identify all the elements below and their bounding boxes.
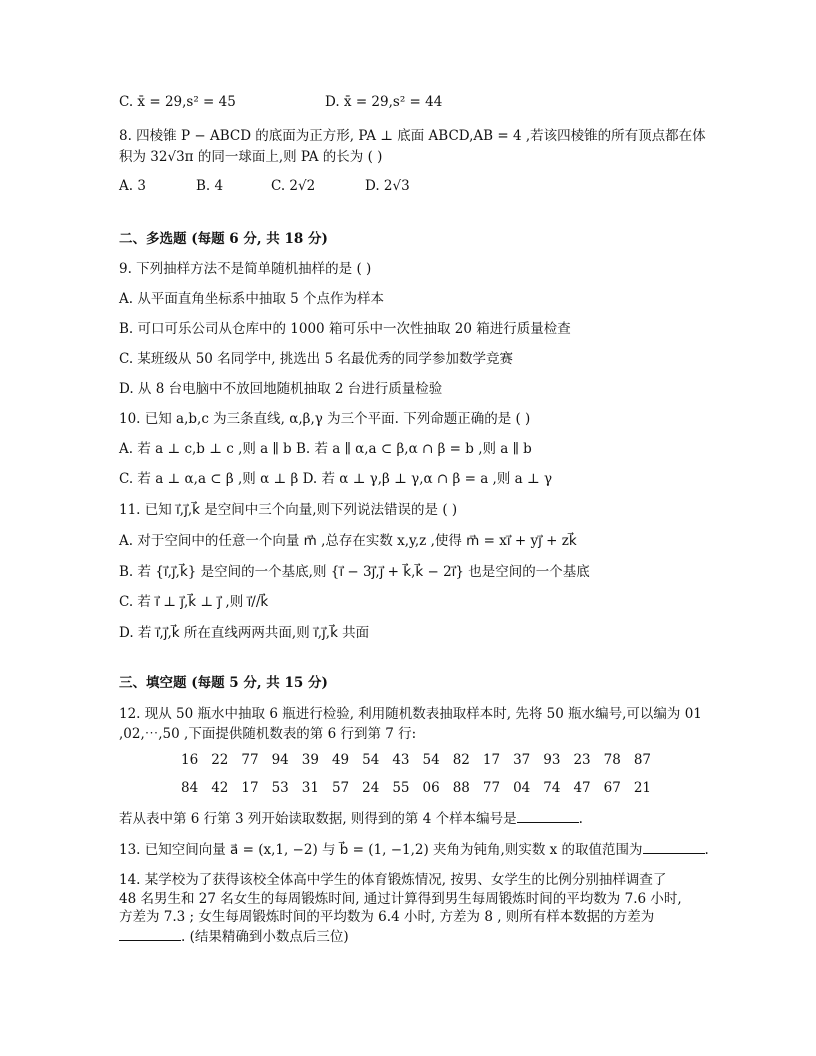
answer-blank[interactable] bbox=[119, 926, 181, 941]
q11-option-b: B. 若 {i⃗,j⃗,k⃗} 是空间的一个基底,则 {i⃗ − 3j⃗,j⃗ + k⃗,k⃗ − 2i⃗} 也是空间的一个基底 bbox=[119, 564, 590, 580]
table-cell: 84 bbox=[181, 780, 199, 796]
table-cell: 54 bbox=[422, 752, 440, 768]
table-cell: 78 bbox=[603, 752, 621, 768]
table-cell: 39 bbox=[301, 752, 319, 768]
table-cell: 17 bbox=[241, 780, 259, 796]
table-cell: 31 bbox=[301, 780, 319, 796]
table-cell: 22 bbox=[211, 752, 229, 768]
answer-blank[interactable] bbox=[643, 839, 705, 854]
q13-line bbox=[119, 839, 709, 860]
table-cell: 16 bbox=[181, 752, 199, 768]
table-cell: 06 bbox=[422, 780, 440, 796]
q11-option-d: D. 若 i⃗,j⃗,k⃗ 所在直线两两共面,则 i⃗,j⃗,k⃗ 共面 bbox=[119, 625, 370, 641]
section-heading-fill-in: 三、填空题 (每题 5 分, 共 15 分) bbox=[119, 675, 328, 691]
table-cell: 21 bbox=[633, 780, 651, 796]
table-cell: 23 bbox=[573, 752, 591, 768]
q8-line1: 8. 四棱锥 P − ABCD 的底面为正方形, PA ⊥ 底面 ABCD,AB = 4 ,若该四棱锥的所有顶点都在体 bbox=[119, 128, 706, 144]
q11-option-a: A. 对于空间中的任意一个向量 m⃗ ,总存在实数 x,y,z ,使得 m⃗ = xi⃗ + yj⃗ + zk⃗ bbox=[119, 533, 577, 549]
answer-blank[interactable] bbox=[517, 808, 579, 823]
table-cell: 57 bbox=[331, 780, 350, 796]
table-cell: 67 bbox=[603, 780, 621, 796]
q11-stem: 11. 已知 i⃗,j⃗,k⃗ 是空间中三个向量,则下列说法错误的是 ( ) bbox=[119, 502, 458, 518]
table-cell: 77 bbox=[241, 752, 259, 768]
table-cell: 88 bbox=[452, 780, 470, 796]
q12-line2: ,02,⋯,50 ,下面提供随机数表的第 6 行到第 7 行: bbox=[119, 726, 417, 742]
q12-line3 bbox=[119, 808, 583, 829]
table-cell: 24 bbox=[362, 780, 380, 796]
q8-option-d: D. 2√3 bbox=[365, 178, 410, 194]
table-cell: 55 bbox=[392, 780, 410, 796]
q14-line3: 方差为 7.3 ; 女生每周锻炼时间的平均数为 6.4 小时, 方差为 8 , 则所有样本数据的方差为 bbox=[119, 909, 655, 925]
q13-period: . bbox=[704, 842, 709, 858]
table-cell: 37 bbox=[513, 752, 531, 768]
random-table-row-6 bbox=[181, 752, 664, 768]
section-heading-multiple-choice: 二、多选题 (每题 6 分, 共 18 分) bbox=[119, 231, 328, 247]
table-cell: 17 bbox=[482, 752, 501, 768]
q9-option-a: A. 从平面直角坐标系中抽取 5 个点作为样本 bbox=[119, 291, 385, 307]
q9-option-b: B. 可口可乐公司从仓库中的 1000 箱可乐中一次性抽取 20 箱进行质量检查 bbox=[119, 321, 571, 337]
table-cell: 77 bbox=[482, 780, 501, 796]
table-cell: 49 bbox=[331, 752, 350, 768]
table-cell: 54 bbox=[362, 752, 380, 768]
q10-options-ab: A. 若 a ⊥ c,b ⊥ c ,则 a ∥ b B. 若 a ∥ α,a ⊂ β,α ∩ β = b ,则 a ∥ b bbox=[119, 441, 532, 457]
q10-options-cd: C. 若 a ⊥ α,a ⊂ β ,则 α ⊥ β D. 若 α ⊥ γ,β ⊥ γ,α ∩ β = a ,则 a ⊥ γ bbox=[119, 471, 553, 487]
q11-option-c: C. 若 i⃗ ⊥ j⃗,k⃗ ⊥ j⃗ ,则 i⃗//k⃗ bbox=[119, 594, 269, 610]
q14-line1: 14. 某学校为了获得该校全体高中学生的体育锻炼情况, 按男、女学生的比例分别抽样调查了 bbox=[119, 872, 667, 888]
q12-text: 若从表中第 6 行第 3 列开始读取数据, 则得到的第 4 个样本编号是 bbox=[119, 811, 517, 827]
q13-text: 13. 已知空间向量 a⃗ = (x,1, −2) 与 b⃗ = (1, −1,2) 夹角为钝角,则实数 x 的取值范围为 bbox=[119, 842, 643, 858]
table-cell: 42 bbox=[211, 780, 229, 796]
table-cell: 04 bbox=[513, 780, 531, 796]
random-table-row-7 bbox=[181, 780, 664, 796]
q9-option-c: C. 某班级从 50 名同学中, 挑选出 5 名最优秀的同学参加数学竞赛 bbox=[119, 351, 513, 367]
q8-option-b: B. 4 bbox=[196, 178, 224, 194]
q7-option-d: D. x̄ = 29,s² = 44 bbox=[325, 94, 443, 110]
q12-period: . bbox=[578, 811, 583, 827]
table-cell: 82 bbox=[452, 752, 470, 768]
q9-option-d: D. 从 8 台电脑中不放回地随机抽取 2 台进行质量检验 bbox=[119, 381, 443, 397]
q7-option-c: C. x̄ = 29,s² = 45 bbox=[119, 94, 236, 110]
table-cell: 94 bbox=[271, 752, 289, 768]
table-cell: 47 bbox=[573, 780, 591, 796]
table-cell: 93 bbox=[543, 752, 561, 768]
q10-stem: 10. 已知 a,b,c 为三条直线, α,β,γ 为三个平面. 下列命题正确的是 ( ) bbox=[119, 411, 531, 427]
q14-note: . (结果精确到小数点后三位) bbox=[181, 929, 349, 945]
q8-line2: 积为 32√3π 的同一球面上,则 PA 的长为 ( ) bbox=[119, 149, 383, 165]
q14-line4 bbox=[119, 926, 349, 947]
table-cell: 53 bbox=[271, 780, 289, 796]
q9-stem: 9. 下列抽样方法不是简单随机抽样的是 ( ) bbox=[119, 261, 372, 277]
table-cell: 43 bbox=[392, 752, 410, 768]
q12-line1: 12. 现从 50 瓶水中抽取 6 瓶进行检验, 利用随机数表抽取样本时, 先将 50 瓶水编号,可以编为 01 bbox=[119, 706, 702, 722]
q14-line2: 48 名男生和 27 名女生的每周锻炼时间, 通过计算得到男生每周锻炼时间的平均数为 7.6 小时, bbox=[119, 891, 682, 907]
q8-option-a: A. 3 bbox=[119, 178, 146, 194]
q8-option-c: C. 2√2 bbox=[271, 178, 316, 194]
table-cell: 74 bbox=[543, 780, 561, 796]
table-cell: 87 bbox=[633, 752, 651, 768]
